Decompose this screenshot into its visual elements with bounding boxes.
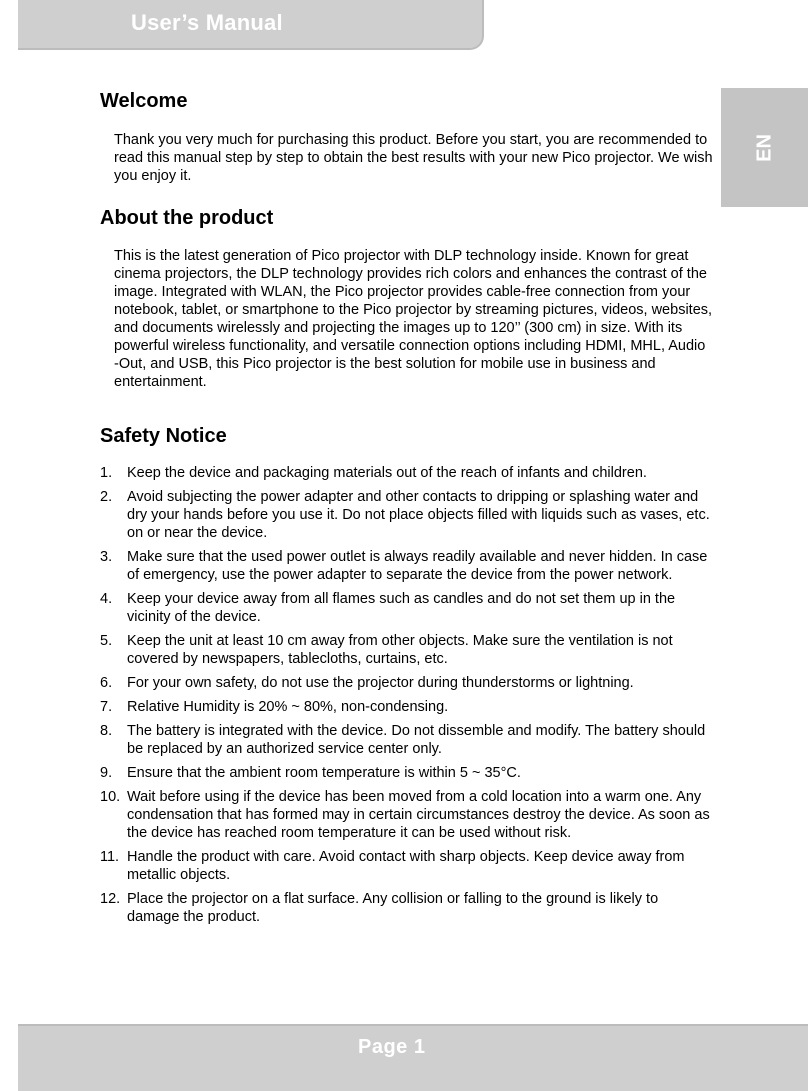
about-paragraph: This is the latest generation of Pico projector with DLP technology inside. Known for great cinema projectors, the DLP technology provides rich colors and enhances the contrast of the image. Integrated with WLAN, the Pico projector provides cable-free connection from your notebook, tablet, or smartphone to the Pico projector by streaming pictures, videos, websites, and documents wirelessly and projecting the images up to 120’’ (300 cm) in size. With its powerful wireless functionality, and versatile connection options including HDMI, MHL, Audio -Out, and USB, this Pico projector is the best solution for mobile use in business and entertainment. — [114, 248, 713, 390]
item-number: 8. — [100, 723, 113, 739]
item-text: Keep the unit at least 10 cm away from other objects. Make sure the ventilation is not covered by newspapers, tablecloths, curtains, etc. — [127, 633, 673, 667]
item-number: 9. — [100, 765, 113, 781]
item-text: Relative Humidity is 20% ~ 80%, non-condensing. — [127, 699, 449, 715]
manual-title: User’s Manual — [131, 10, 283, 35]
item-number: 3. — [100, 549, 113, 565]
list-item — [100, 788, 710, 842]
item-number: 5. — [100, 633, 113, 649]
list-item — [100, 890, 710, 926]
safety-notice-list — [100, 464, 710, 932]
page-number: Page 1 — [358, 1036, 426, 1058]
language-tab — [721, 88, 808, 207]
about-heading: About the product — [100, 207, 274, 229]
list-item — [100, 488, 710, 542]
item-number: 2. — [100, 489, 113, 505]
item-number: 11. — [100, 849, 120, 865]
item-text: The battery is integrated with the device. Do not dissemble and modify. The battery should be replaced by an authorized service center only. — [127, 723, 706, 757]
list-item — [100, 590, 710, 626]
item-text: Ensure that the ambient room temperature is within 5 ~ 35°C. — [127, 765, 521, 781]
list-item — [100, 674, 710, 692]
item-number: 4. — [100, 591, 113, 607]
item-text: For your own safety, do not use the projector during thunderstorms or lightning. — [127, 675, 634, 691]
item-text: Avoid subjecting the power adapter and other contacts to dripping or splashing water and dry your hands before you use it. Do not place objects filled with liquids such as vases, etc. on or near the device. — [127, 489, 710, 541]
list-item — [100, 722, 710, 758]
list-item — [100, 548, 710, 584]
item-number: 10. — [100, 789, 121, 805]
item-number: 7. — [100, 699, 113, 715]
list-item — [100, 464, 710, 482]
list-item — [100, 698, 710, 716]
item-text: Handle the product with care. Avoid contact with sharp objects. Keep device away from metallic objects. — [127, 849, 685, 883]
item-text: Keep your device away from all flames such as candles and do not set them up in the vicinity of the device. — [127, 591, 676, 625]
header-tab — [18, 0, 484, 50]
item-text: Make sure that the used power outlet is always readily available and never hidden. In case of emergency, use the power adapter to separate the device from the power network. — [127, 549, 708, 583]
item-text: Keep the device and packaging materials out of the reach of infants and children. — [127, 465, 647, 481]
list-item — [100, 848, 710, 884]
list-item — [100, 764, 710, 782]
welcome-paragraph: Thank you very much for purchasing this product. Before you start, you are recommended to read this manual step by step to obtain the best results with your new Pico projector. We wish you enjoy it. — [114, 132, 713, 184]
safety-heading: Safety Notice — [100, 425, 227, 447]
list-item — [100, 632, 710, 668]
item-number: 12. — [100, 891, 121, 907]
item-number: 6. — [100, 675, 113, 691]
item-text: Wait before using if the device has been moved from a cold location into a warm one. Any condensation that has formed may in certain circumstances destroy the device. As soon as the device has reached room temperature it can be used without risk. — [127, 789, 710, 841]
item-number: 1. — [100, 465, 113, 481]
welcome-heading: Welcome — [100, 90, 188, 112]
language-label: EN — [753, 133, 775, 162]
item-text: Place the projector on a flat surface. Any collision or falling to the ground is likely to damage the product. — [127, 891, 659, 925]
footer-bar — [18, 1024, 808, 1091]
